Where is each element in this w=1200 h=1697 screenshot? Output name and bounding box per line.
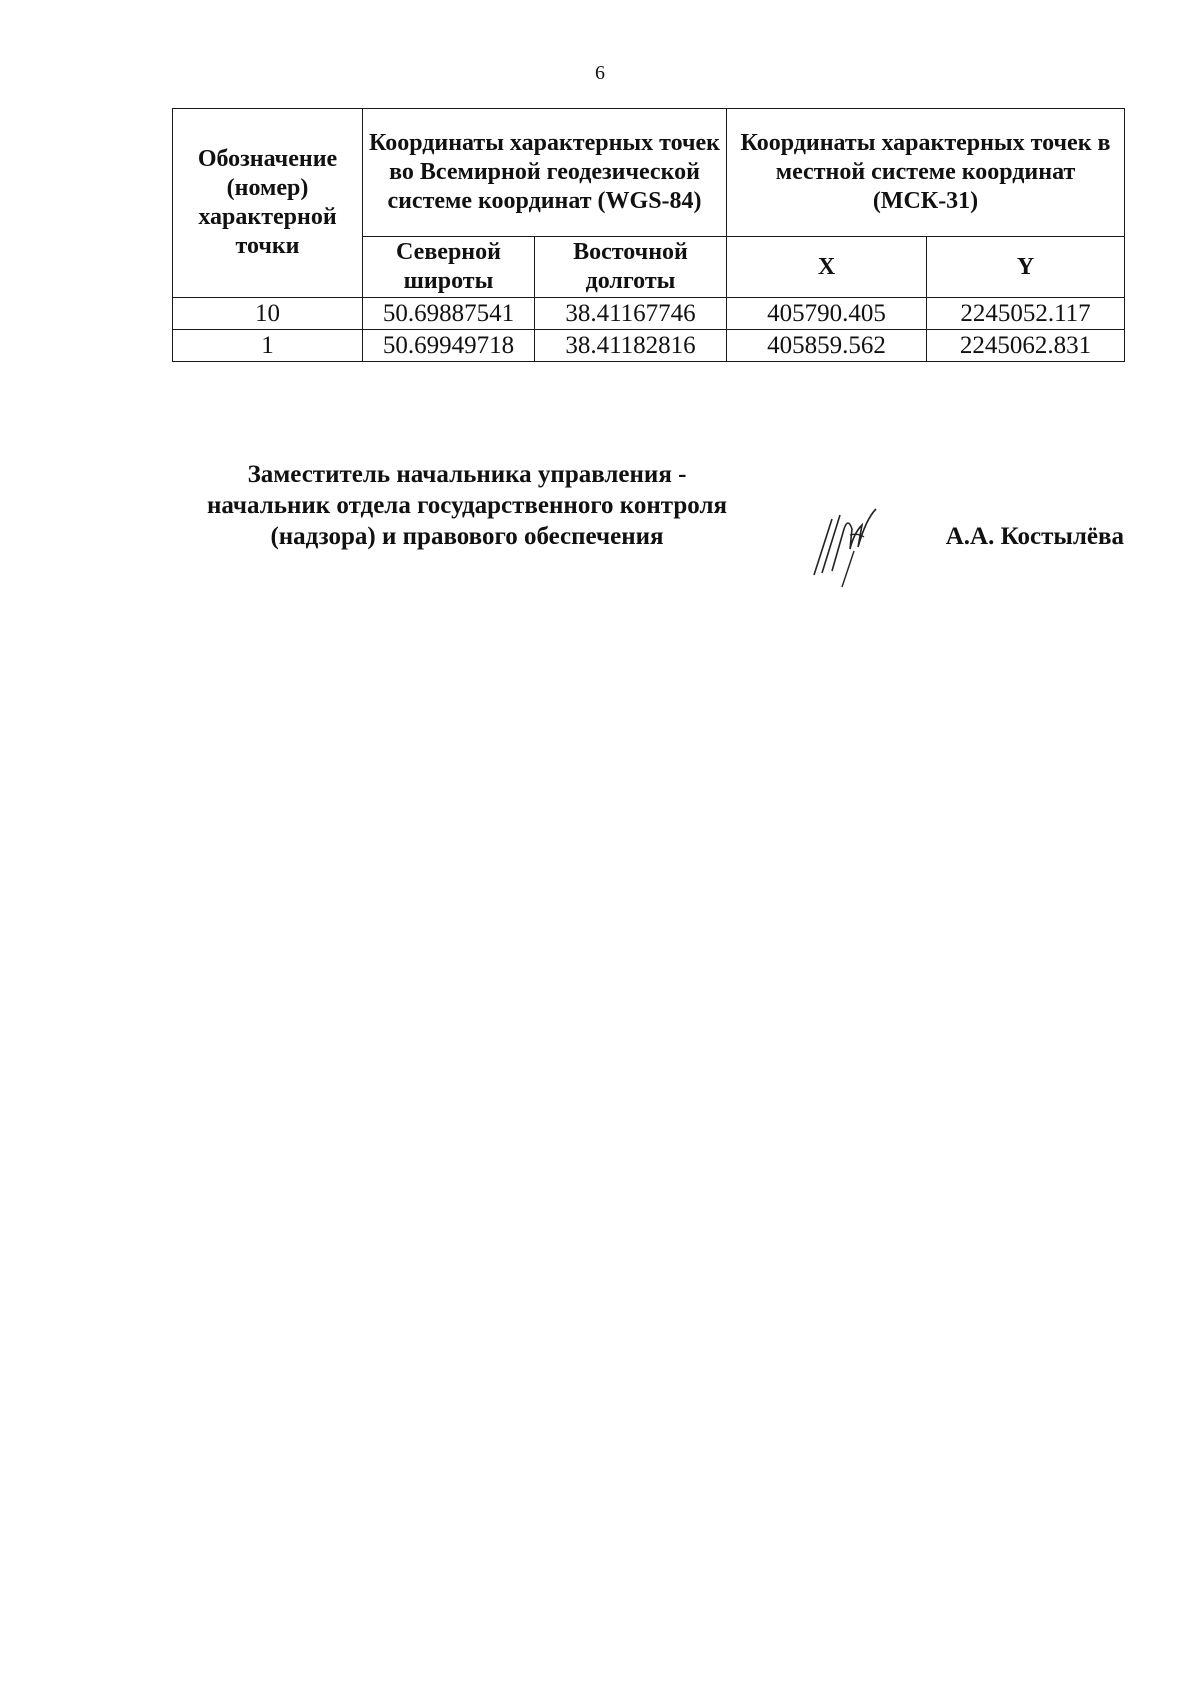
cell-y: 2245052.117 xyxy=(927,298,1125,330)
cell-longitude: 38.41182816 xyxy=(535,330,727,362)
page-number: 6 xyxy=(595,62,605,84)
cell-latitude: 50.69949718 xyxy=(363,330,535,362)
signer-name: А.А. Костылёва xyxy=(945,523,1124,550)
position-line: начальник отдела государственного контроля xyxy=(207,492,727,519)
signature-block xyxy=(172,459,1124,589)
cell-y: 2245062.831 xyxy=(927,330,1125,362)
table-header-row xyxy=(173,109,1125,237)
header-longitude: Восточной долготы xyxy=(535,237,727,298)
table-row xyxy=(173,298,1125,330)
cell-x: 405859.562 xyxy=(727,330,927,362)
position-line: (надзора) и правового обеспечения xyxy=(270,523,664,550)
cell-x: 405790.405 xyxy=(727,298,927,330)
header-latitude: Северной широты xyxy=(363,237,535,298)
cell-longitude: 38.41167746 xyxy=(535,298,727,330)
position-line: Заместитель начальника управления - xyxy=(247,461,687,488)
header-x: X xyxy=(727,237,927,298)
cell-latitude: 50.69887541 xyxy=(363,298,535,330)
table-row xyxy=(173,330,1125,362)
handwritten-signature xyxy=(792,489,902,589)
cell-point: 1 xyxy=(173,330,363,362)
header-wgs84-group: Координаты характерных точек во Всемирной геодезической системе координат (WGS-84) xyxy=(363,109,727,237)
header-point-designation: Обозначение (номер) характерной точки xyxy=(173,109,363,298)
coordinates-table xyxy=(172,108,1125,362)
header-y: Y xyxy=(927,237,1125,298)
signer-position xyxy=(172,459,762,552)
header-msk31-group: Координаты характерных точек в местной системе координат (МСК-31) xyxy=(727,109,1125,237)
cell-point: 10 xyxy=(173,298,363,330)
